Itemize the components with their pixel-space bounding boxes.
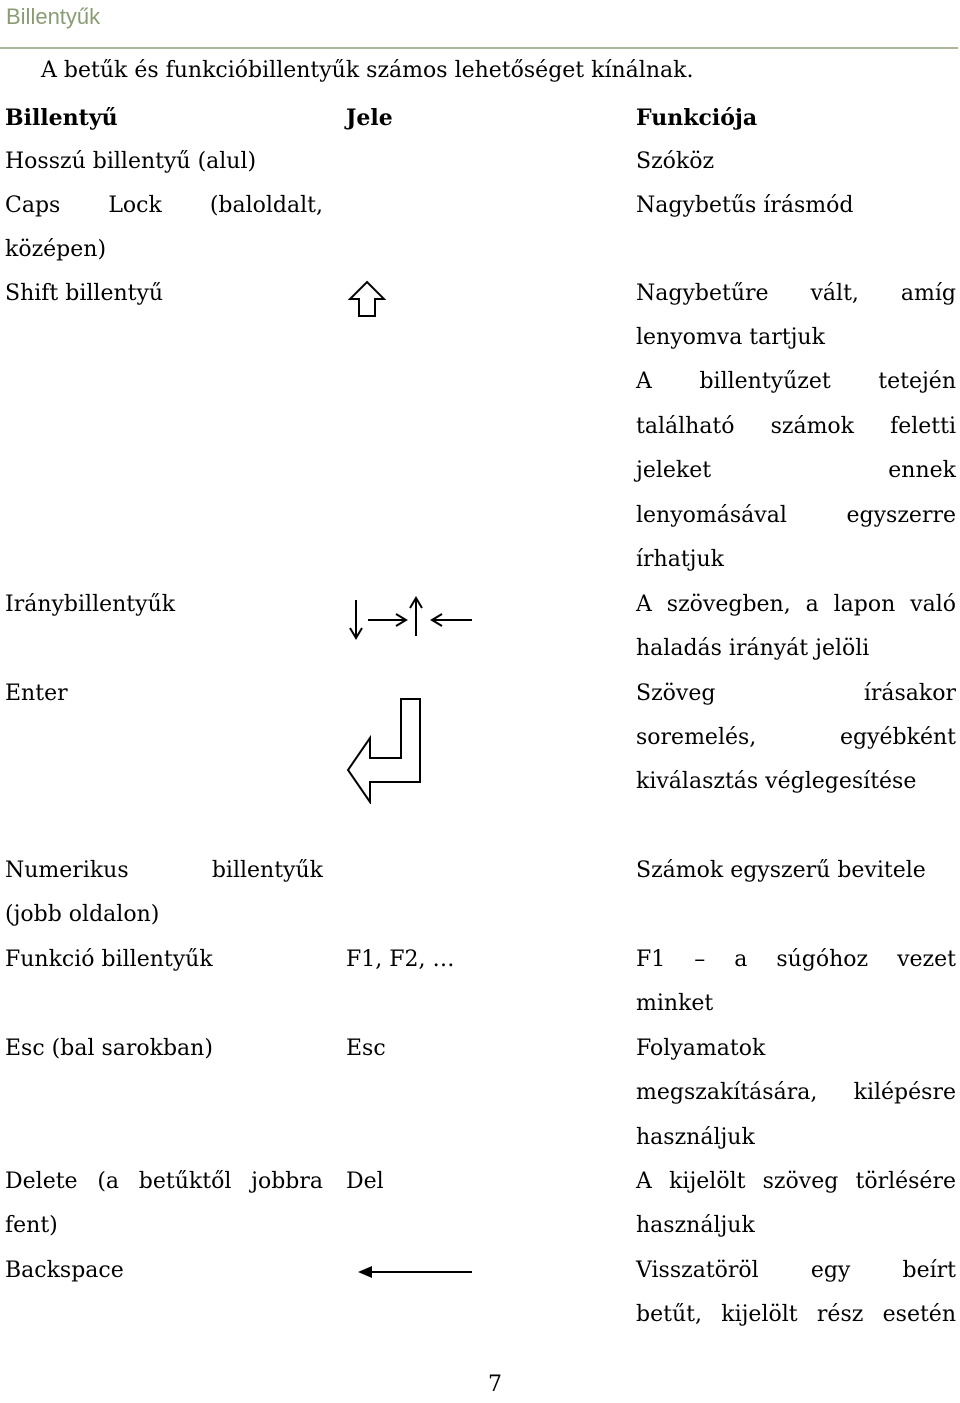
shift-arrow-icon	[348, 280, 386, 318]
function-text: megszakítására, kilépésre	[636, 1080, 956, 1105]
function-text: található számok feletti	[636, 414, 956, 439]
intro-text: A betűk és funkcióbillentyűk számos lehetőséget kínálnak.	[41, 58, 694, 83]
function-text: A kijelölt szöveg törlésére	[636, 1169, 956, 1194]
function-text: F1 – a súgóhoz vezet	[636, 947, 956, 972]
function-text: Folyamatok	[636, 1036, 766, 1061]
function-text: használjuk	[636, 1213, 755, 1238]
function-text: Visszatöröl egy beírt	[636, 1258, 956, 1283]
column-header-function: Funkciója	[636, 105, 758, 131]
key-name: középen)	[5, 237, 107, 262]
header-divider	[0, 47, 958, 49]
function-text: jeleket ennek	[636, 458, 956, 483]
function-text: A billentyűzet tetején	[636, 369, 956, 394]
function-text: soremelés, egyébként	[636, 725, 956, 750]
key-name: fent)	[5, 1213, 58, 1238]
key-name: Hosszú billentyű (alul)	[5, 149, 257, 174]
key-name: Numerikus billentyűk	[5, 858, 323, 883]
function-text: Szöveg írásakor	[636, 681, 956, 706]
function-text: Számok egyszerű bevitele	[636, 858, 926, 883]
key-name: Caps Lock (baloldalt,	[5, 193, 323, 218]
function-text: Nagybetűs írásmód	[636, 193, 854, 218]
key-name: (jobb oldalon)	[5, 902, 160, 927]
key-name: Funkció billentyűk	[5, 947, 213, 972]
function-text: Szóköz	[636, 149, 715, 174]
key-name: Backspace	[5, 1258, 124, 1283]
function-text: írhatjuk	[636, 547, 724, 572]
key-name: Shift billentyű	[5, 281, 164, 306]
enter-arrow-icon	[346, 698, 422, 804]
function-text: Nagybetűre vált, amíg	[636, 281, 956, 306]
function-text: lenyomásával egyszerre	[636, 503, 956, 528]
function-text: betűt, kijelölt rész esetén	[636, 1302, 956, 1327]
column-header-symbol: Jele	[346, 105, 393, 131]
running-header: Billentyűk	[6, 4, 101, 29]
key-name: Enter	[5, 681, 68, 706]
key-symbol: Esc	[346, 1036, 386, 1061]
function-text: használjuk	[636, 1125, 755, 1150]
key-name: Iránybillentyűk	[5, 592, 176, 617]
function-text: A szövegben, a lapon való	[636, 592, 956, 617]
function-text: kiválasztás véglegesítése	[636, 769, 917, 794]
key-symbol: F1, F2, …	[346, 947, 455, 972]
page-number: 7	[488, 1372, 502, 1397]
backspace-arrow-icon	[356, 1262, 474, 1282]
direction-arrows-icon	[344, 592, 476, 644]
column-header-key: Billentyű	[5, 105, 118, 131]
function-text: minket	[636, 991, 714, 1016]
key-name: Esc (bal sarokban)	[5, 1036, 213, 1061]
function-text: lenyomva tartjuk	[636, 325, 825, 350]
key-name: Delete (a betűktől jobbra	[5, 1169, 323, 1194]
function-text: haladás irányát jelöli	[636, 636, 870, 661]
key-symbol: Del	[346, 1169, 384, 1194]
